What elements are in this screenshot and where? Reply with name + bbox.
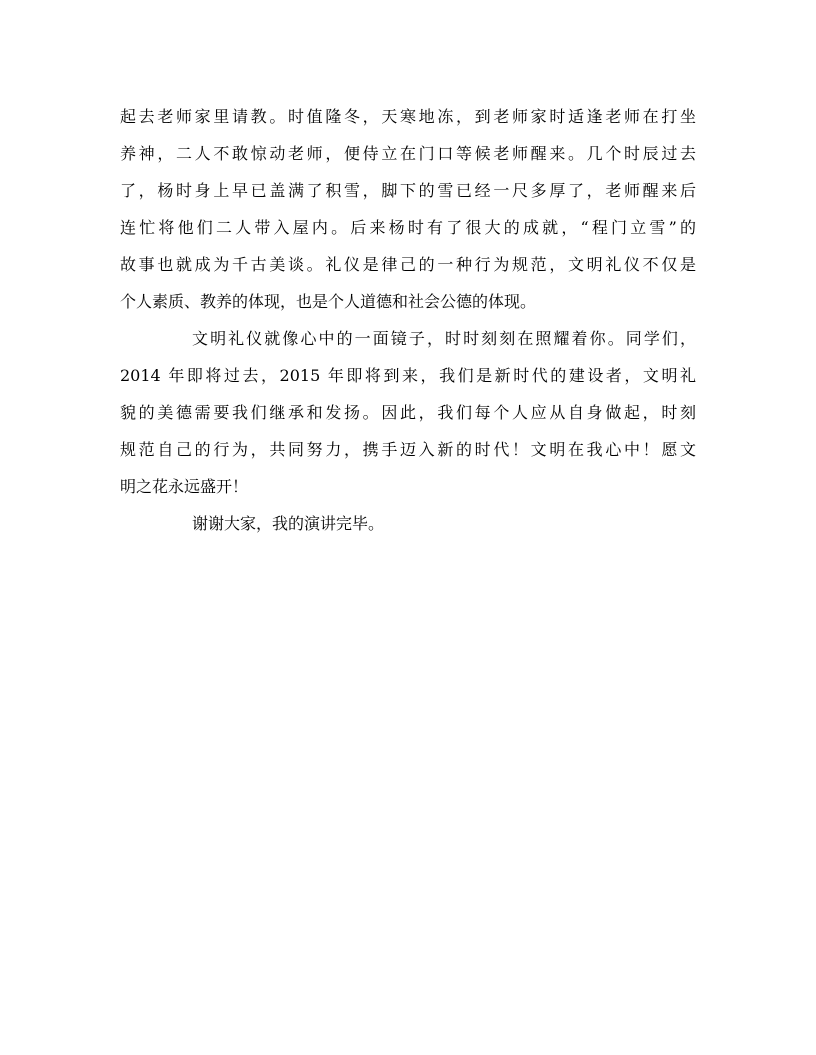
text-line: 明之花永远盛开！ <box>120 477 249 496</box>
text-line: 貌的美德需要我们继承和发扬。因此，我们每个人应从自身做起，时刻 <box>120 403 696 422</box>
text-line: 规范自己的行为，共同努力，携手迈入新的时代！文明在我心中！愿文 <box>120 440 696 459</box>
text-line: 个人素质、教养的体现，也是个人道德和社会公德的体现。 <box>120 292 537 311</box>
text-line: 了，杨时身上早已盖满了积雪，脚下的雪已经一尺多厚了，老师醒来后 <box>120 181 696 200</box>
text-line: 养神，二人不敢惊动老师，便侍立在门口等候老师醒来。几个时辰过去 <box>120 144 696 163</box>
text-line: 谢谢大家，我的演讲完毕。 <box>192 514 385 533</box>
text-line: 起去老师家里请教。时值隆冬，天寒地冻，到老师家时适逢老师在打坐 <box>120 107 696 126</box>
document-body <box>120 98 696 542</box>
text-line: 故事也就成为千古美谈。礼仪是律己的一种行为规范，文明礼仪不仅是 <box>120 255 696 274</box>
text-line: 文明礼仪就像心中的一面镜子，时时刻刻在照耀着你。同学们， <box>192 329 696 348</box>
text-line: 2014 年即将过去，2015 年即将到来，我们是新时代的建设者，文明礼 <box>120 366 696 385</box>
paragraph-1 <box>120 98 696 320</box>
paragraph-2 <box>120 320 696 505</box>
text-line: 连忙将他们二人带入屋内。后来杨时有了很大的成就，“程门立雪”的 <box>120 218 696 237</box>
paragraph-3 <box>120 505 696 542</box>
